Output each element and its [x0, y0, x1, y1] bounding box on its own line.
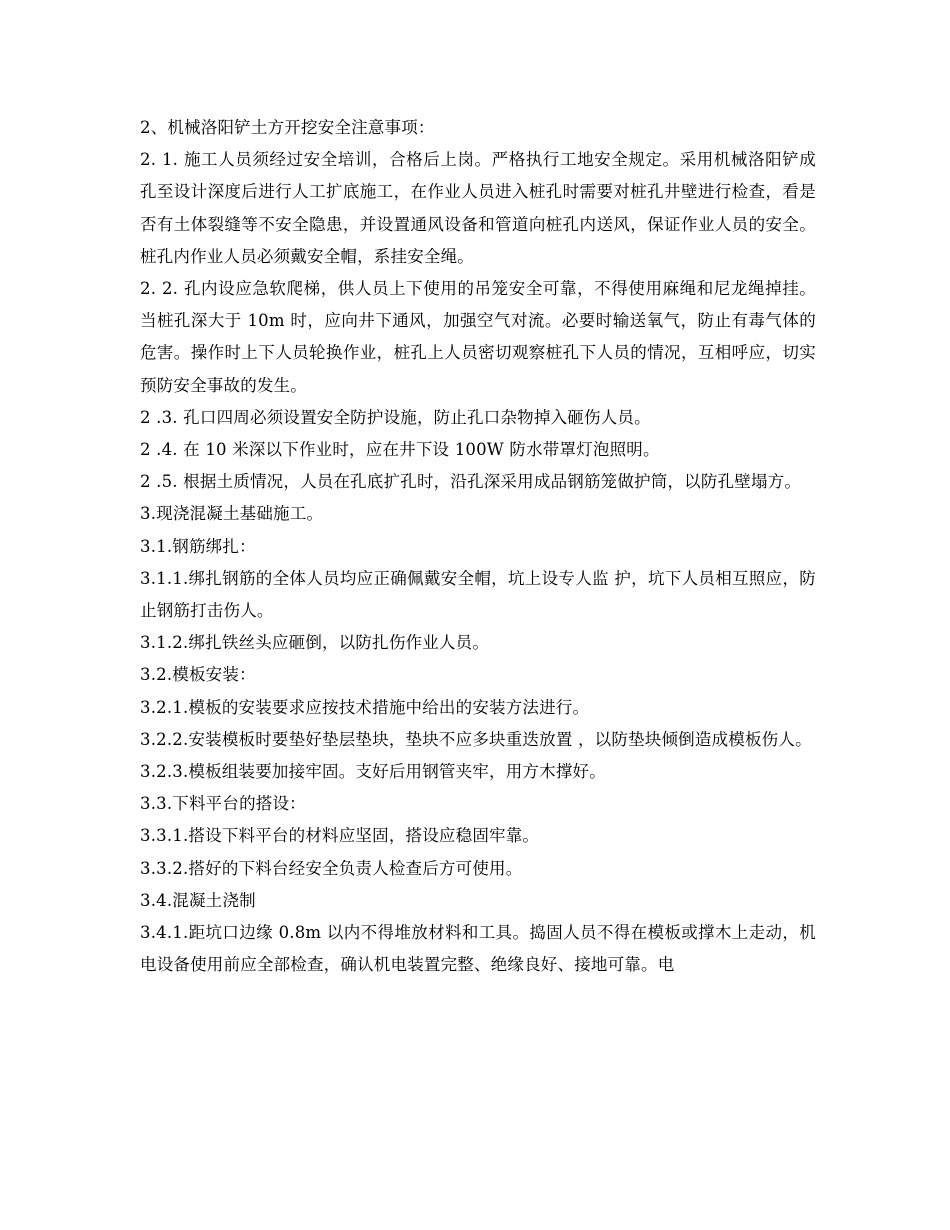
document-body — [140, 112, 816, 981]
paragraph-3-4-1: 3.4.1.距坑口边缘 0.8m 以内不得堆放材料和工具。捣固人员不得在模板或撑木上走动，机电设备使用前应全部检查，确认机电装置完整、绝缘良好、接地可靠。电 — [140, 923, 816, 975]
paragraph-3-3-2: 3.3.2.搭好的下料台经安全负责人检查后方可使用。 — [140, 858, 523, 878]
subheading-3-1: 3.1.钢筋绑扎： — [140, 536, 256, 556]
paragraph-3-1-2: 3.1.2.绑扎铁丝头应砸倒，以防扎伤作业人员。 — [140, 633, 490, 653]
paragraph-2-4: 2 .4. 在 10 米深以下作业时，应在井下设 100W 防水带罩灯泡照明。 — [140, 440, 660, 460]
paragraph-2-5: 2 .5. 根据土质情况，人员在孔底扩孔时，沿孔深采用成品钢筋笼做护筒，以防孔壁塌方。 — [140, 472, 802, 492]
subheading-3-3: 3.3.下料平台的搭设： — [140, 794, 306, 814]
paragraph-2-3: 2 .3. 孔口四周必须设置安全防护设施，防止孔口杂物掉入砸伤人员。 — [140, 407, 651, 427]
section-heading-2: 2、机械洛阳铲土方开挖安全注意事项： — [140, 118, 435, 137]
paragraph-2-1: 2. 1. 施工人员须经过安全培训，合格后上岗。严格执行工地安全规定。采用机械洛阳铲成孔至设计深度后进行人工扩底施工，在作业人员进入桩孔时需要对桩孔井壁进行检查，看是否有土体裂缝等不安全隐患，并设置通风设备和管道向桩孔内送风，保证作业人员的安全。桩孔内作业人员必须戴安全帽，系挂安全绳。 — [140, 150, 816, 266]
paragraph-3-3-1: 3.3.1.搭设下料平台的材料应坚固，搭设应稳固牢靠。 — [140, 826, 540, 846]
section-heading-3: 3.现浇混凝土基础施工。 — [140, 504, 324, 524]
paragraph-3-2-1: 3.2.1.模板的安装要求应按技术措施中给出的安装方法进行。 — [140, 697, 590, 717]
paragraph-2-2: 2. 2. 孔内设应急软爬梯，供人员上下使用的吊笼安全可靠，不得使用麻绳和尼龙绳掉挂。当桩孔深大于 10m 时，应向井下通风，加强空气对流。必要时输送氧气，防止有毒气体的危害。操作时上下人员轮换作业，桩孔上人员密切观察桩孔下人员的情况，互相呼应，切实预防安全事故的发生。 — [140, 279, 816, 395]
paragraph-3-1-1: 3.1.1.绑扎钢筋的全体人员均应正确佩戴安全帽，坑上设专人监 护，坑下人员相互照应，防止钢筋打击伤人。 — [140, 568, 816, 621]
paragraph-3-2-2: 3.2.2.安装模板时要垫好垫层垫块，垫块不应多块重迭放置 ，以防垫块倾倒造成模板伤人。 — [140, 729, 812, 749]
paragraph-3-2-3: 3.2.3.模板组装要加接牢固。支好后用钢管夹牢，用方木撑好。 — [140, 762, 606, 782]
subheading-3-2: 3.2.模板安装： — [140, 665, 256, 685]
subheading-3-4: 3.4.混凝土浇制 — [140, 890, 256, 910]
